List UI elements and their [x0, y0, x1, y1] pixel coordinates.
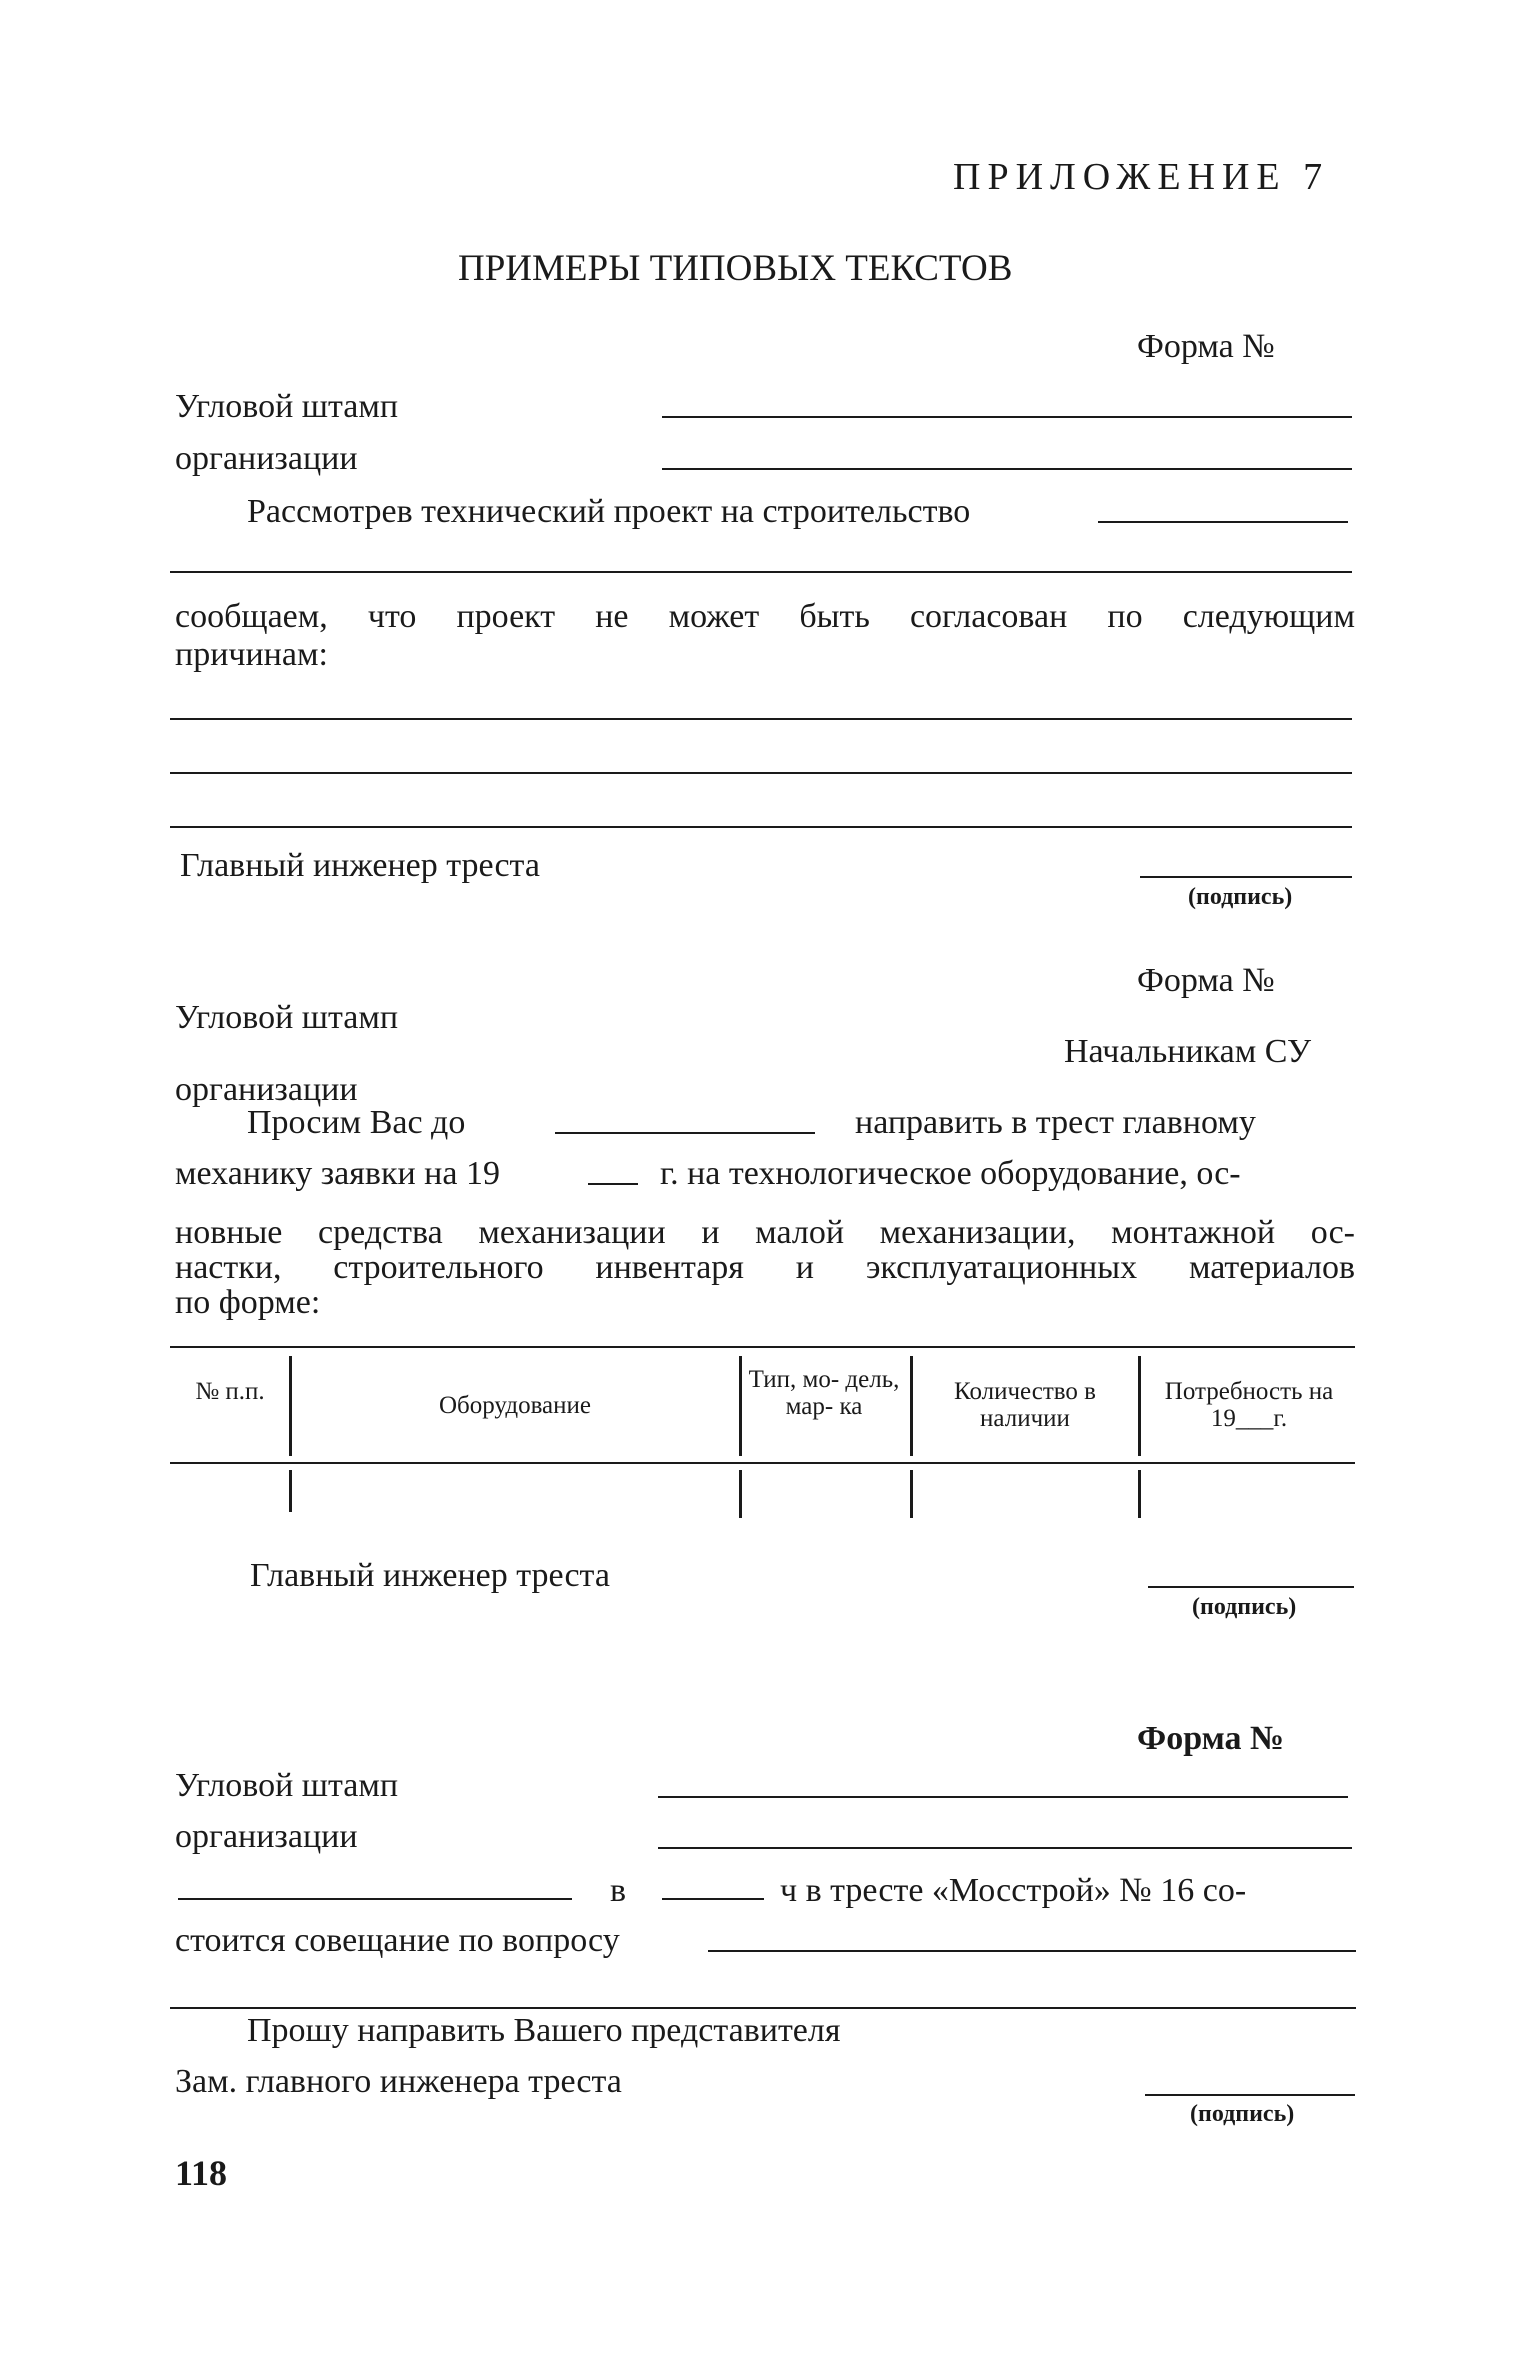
table-header-number: № п.п. [195, 1378, 265, 1405]
form2-blank-line [588, 1183, 638, 1185]
form2-addressee: Начальникам СУ [1064, 1033, 1312, 1070]
form1-signature-caption: (подпись) [1188, 884, 1293, 910]
form3-signature-caption: (подпись) [1190, 2101, 1295, 2127]
form1-blank-line [170, 772, 1352, 774]
form2-signature-line [1148, 1586, 1354, 1588]
table-col-divider [739, 1470, 742, 1518]
form1-blank-line [170, 718, 1352, 720]
table-col-divider [910, 1356, 913, 1456]
table-top-rule [170, 1346, 1355, 1348]
form1-text2: сообщаем, что проект не может быть согласован по следующим [175, 598, 1355, 635]
form1-signer: Главный инженер треста [180, 847, 540, 884]
form3-l2: стоится совещание по вопросу [175, 1922, 620, 1959]
form3-blank-line [662, 1898, 764, 1900]
page-title: ПРИМЕРЫ ТИПОВЫХ ТЕКСТОВ [458, 248, 1013, 289]
form2-p2-a: механику заявки на 19 [175, 1155, 500, 1192]
table-col-divider [1138, 1470, 1141, 1518]
form1-form-label: Форма № [1137, 328, 1275, 365]
form1-text1: Рассмотрев технический проект на строительство [247, 493, 971, 530]
form3-stamp-line1: Угловой штамп [175, 1767, 399, 1804]
table-col-divider [910, 1470, 913, 1518]
form1-blank-line [1098, 521, 1348, 523]
form2-signature-caption: (подпись) [1192, 1594, 1297, 1620]
form1-blank-line [662, 416, 1352, 418]
form2-signer: Главный инженер треста [250, 1557, 610, 1594]
form2-p5: по форме: [175, 1284, 321, 1321]
table-col-divider [739, 1356, 742, 1456]
form2-blank-line [555, 1132, 815, 1134]
form2-p1-b: направить в трест главному [855, 1104, 1256, 1141]
page-number: 118 [175, 2153, 228, 2193]
form3-stamp-line2: организации [175, 1818, 358, 1855]
form3-blank-line [658, 1796, 1348, 1798]
form3-signer: Зам. главного инженера треста [175, 2063, 622, 2100]
form3-signature-line [1145, 2094, 1355, 2096]
form3-l1-b: ч в тресте «Мосстрой» № 16 со- [780, 1872, 1247, 1909]
form1-blank-line [170, 826, 1352, 828]
table-header-demand: Потребность на 19___г. [1164, 1378, 1334, 1432]
form2-p4: настки, строительного инвентаря и эксплуатационных материалов [175, 1249, 1355, 1286]
table-col-divider [289, 1356, 292, 1456]
form1-stamp-line2: организации [175, 440, 358, 477]
form3-blank-line [170, 2007, 1356, 2009]
table-header-quantity: Количество в наличии [954, 1378, 1096, 1432]
form2-p2-b: г. на технологическое оборудование, ос- [660, 1155, 1241, 1192]
form3-blank-line [178, 1898, 572, 1900]
table-col-divider [1138, 1356, 1141, 1456]
form3-l1-a: в [610, 1872, 627, 1909]
form1-text3: причинам: [175, 636, 328, 673]
form3-blank-line [658, 1847, 1352, 1849]
table-header-type-model: Тип, мо- дель, мар- ка [748, 1366, 900, 1420]
form3-l3: Прошу направить Вашего представителя [247, 2012, 841, 2049]
table-header-equipment: Оборудование [438, 1392, 591, 1419]
table-header-rule [170, 1462, 1355, 1464]
form2-p3: новные средства механизации и малой механизации, монтажной ос- [175, 1214, 1355, 1251]
form3-blank-line [708, 1950, 1356, 1952]
form2-p1-a: Просим Вас до [247, 1104, 466, 1141]
table-col-divider [289, 1470, 292, 1512]
form1-stamp-line1: Угловой штамп [175, 388, 399, 425]
form2-form-label: Форма № [1137, 962, 1275, 999]
appendix-label: ПРИЛОЖЕНИЕ 7 [953, 156, 1330, 198]
form1-blank-line [662, 468, 1352, 470]
form3-form-label: Форма № [1137, 1720, 1285, 1757]
form2-stamp-line1: Угловой штамп [175, 999, 399, 1036]
form2-stamp-line2: организации [175, 1071, 358, 1108]
form1-signature-line [1140, 876, 1352, 878]
form1-blank-line [170, 571, 1352, 573]
